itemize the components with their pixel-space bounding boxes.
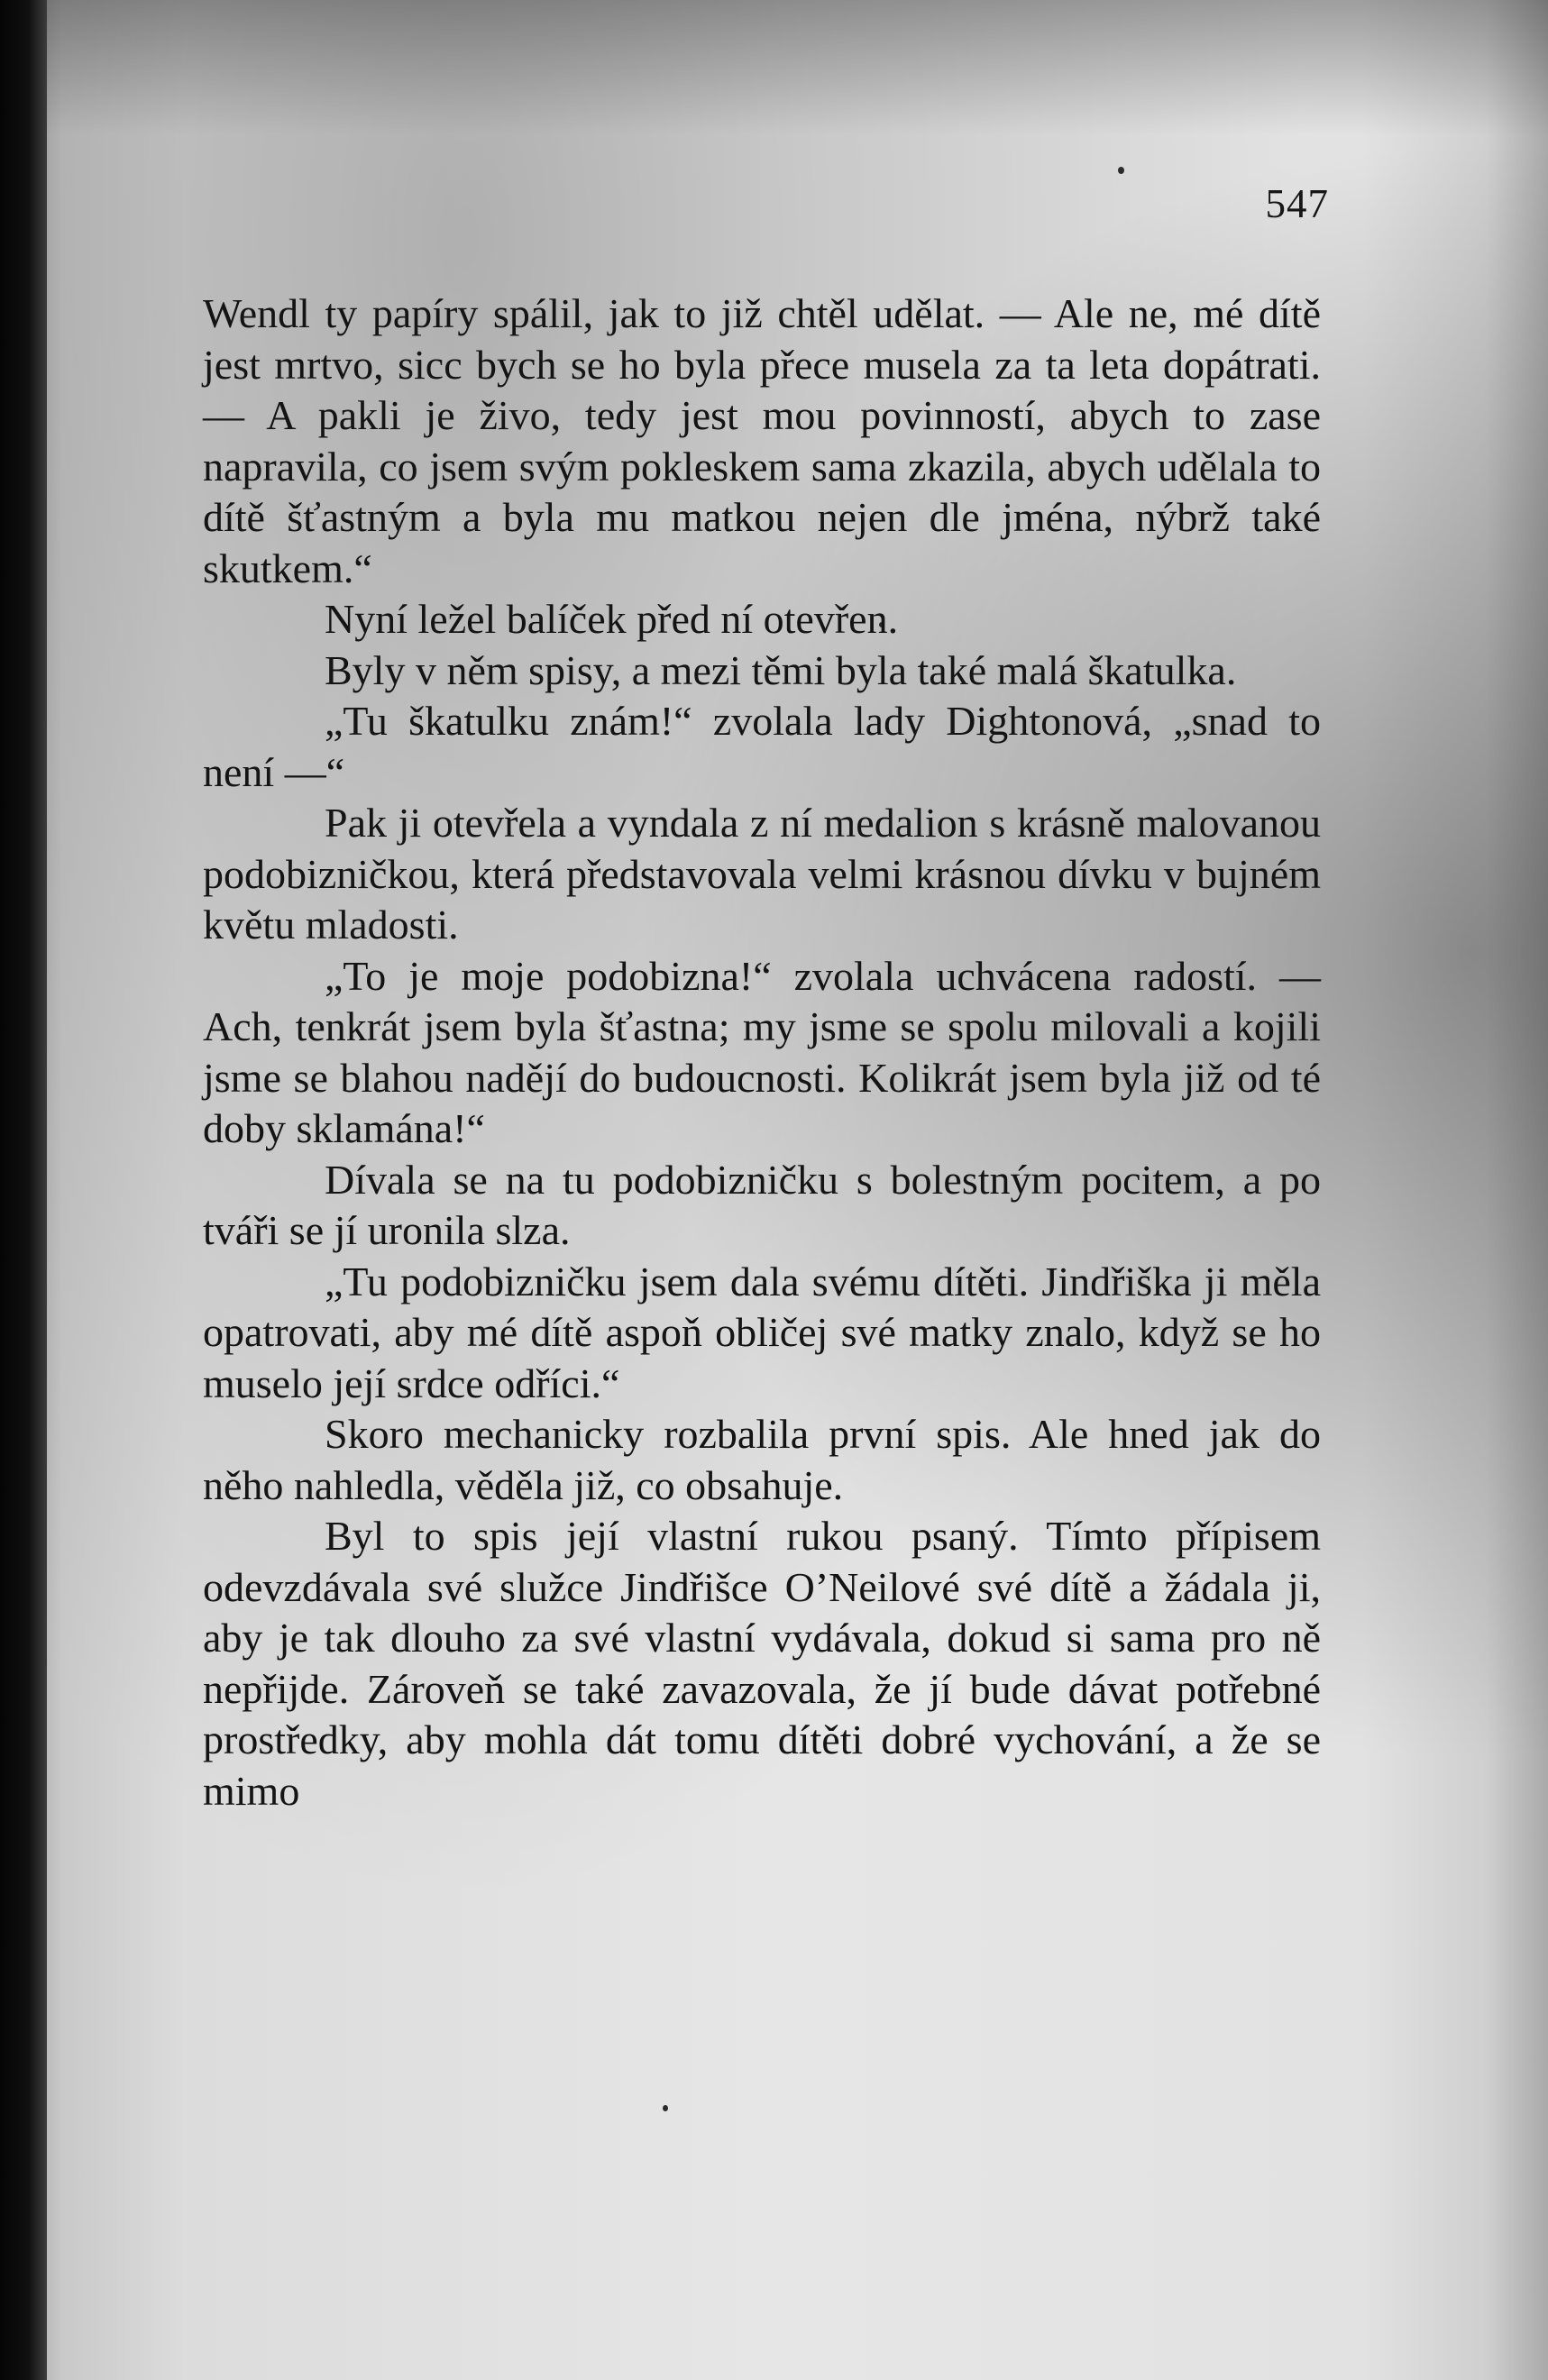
paragraph-10: Byl to spis její vlastní rukou psaný. Tímto přípisem odevzdávala své služce Jindřišce O’Neilové své dítě a žádala ji, aby je tak dlouho za své vlastní vydávala, dokud si sama pro ně nepřijde. Zároveň se také zavazovala, že jí bude dávat potřebné prostředky, aby mohla dát tomu dítěti dobré vychování, a že se mimo [203, 1513, 1321, 1814]
scan-left-border [0, 0, 47, 2380]
paragraph-6: „To je moje podobizna!“ zvolala uchvácena radostí. — Ach, tenkrát jsem byla šťastna; my jsme se spolu milovali a kojili jsme se blahou nadějí do budoucnosti. Kolikrát jsem byla již od té doby sklamána!“ [203, 952, 1321, 1151]
paragraph-1: Wendl ty papíry spálil, jak to již chtěl udělat. — Ale ne, mé dítě jest mrtvo, sicc bych se ho byla přece musela za ta leta dopátrati. — A pakli je živo, tedy jest mou povinností, abych to zase napravila, co jsem svým pokleskem sama zkazila, abych udělala to dítě šťastným a byla mu matkou nejen dle jména, nýbrž také skutkem.“ [203, 290, 1321, 591]
paragraph-4: „Tu škatulku znám!“ zvolala lady Dightonová, „snad to není —“ [203, 698, 1321, 795]
paragraph-8: „Tu podobizničku jsem dala svému dítěti. Jindřiška ji měla opatrovati, aby mé dítě aspoň obličej své matky znalo, když se ho muselo její srdce odříci.“ [203, 1258, 1321, 1406]
body-text [203, 288, 1321, 1817]
page-number: 547 [1265, 181, 1329, 226]
dust-speck [1118, 167, 1124, 174]
paragraph-5: Pak ji otevřela a vyndala z ní medalion s krásně malovanou podobizničkou, která představovala velmi krásnou dívku v bujném květu mladosti. [203, 800, 1321, 947]
paragraph-2: Nyní ležel balíček před ní otevřen. [325, 596, 899, 642]
dust-speck [663, 2105, 668, 2111]
scan-top-shadow [47, 0, 1548, 135]
paragraph-9: Skoro mechanicky rozbalila první spis. Ale hned jak do něho nahledla, věděla již, co obsahuje. [203, 1411, 1321, 1508]
paragraph-3: Byly v něm spisy, a mezi těmi byla také malá škatulka. [325, 646, 1237, 693]
paragraph-7: Dívala se na tu podobizničku s bolestným pocitem, a po tváři se jí uronila slza. [203, 1156, 1321, 1253]
